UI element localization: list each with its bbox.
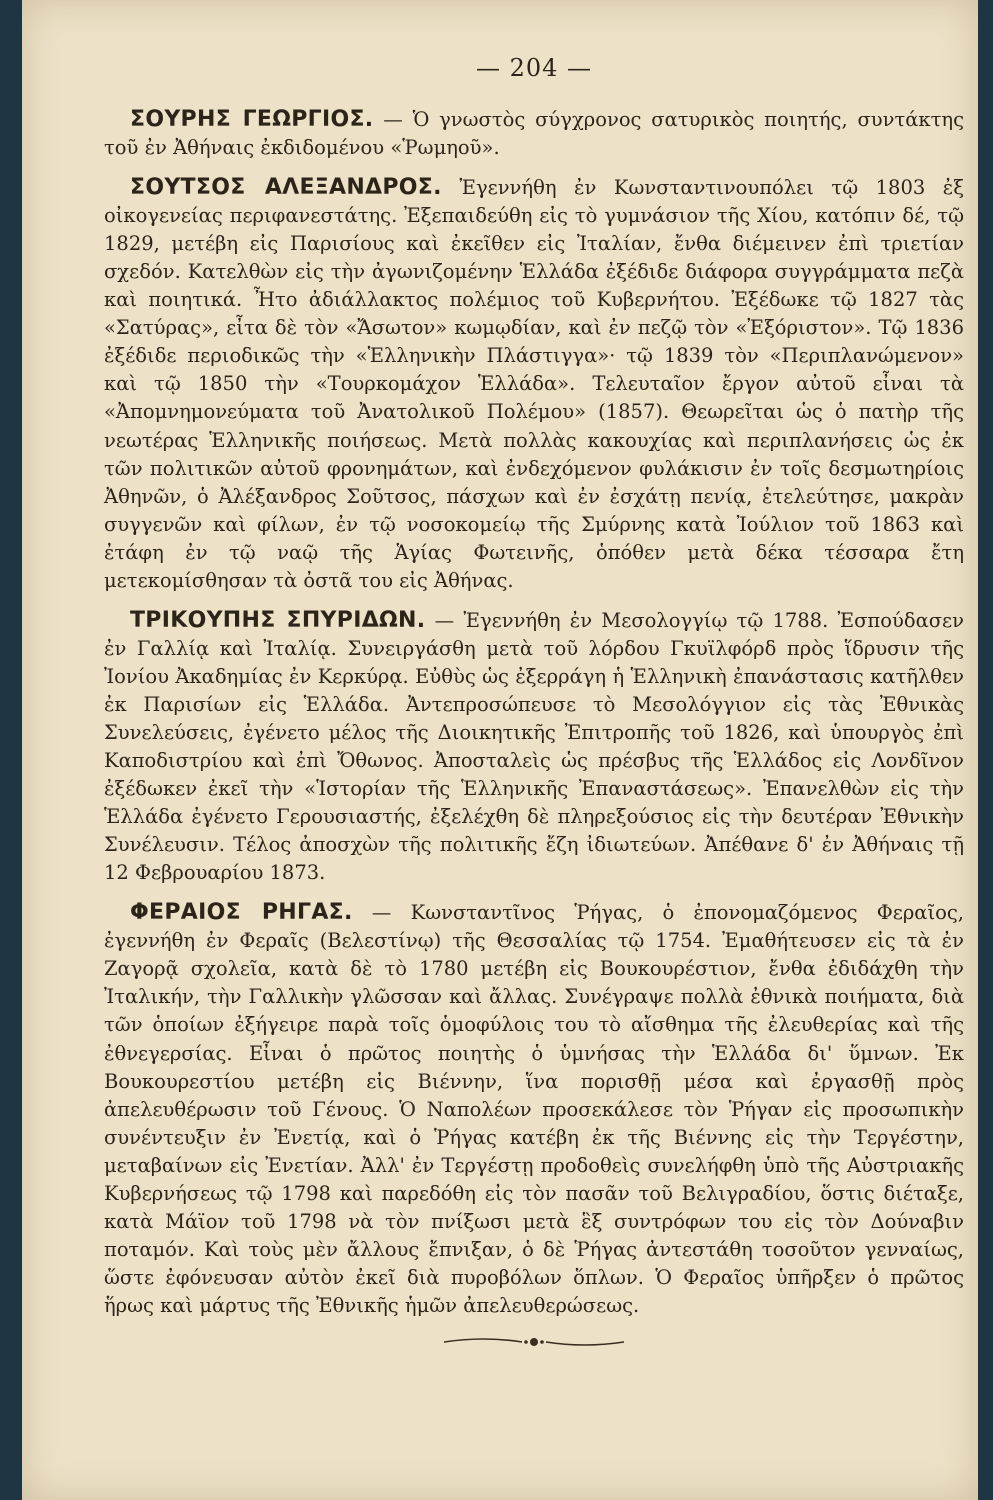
entry-souris [104, 106, 964, 162]
entry-name: ΤΡΙΚΟΥΠΗΣ ΣΠΥΡΙΔΩΝ. [130, 607, 426, 633]
entry-text: Ἐγεννήθη ἐν Κωνσταντινουπόλει τῷ 1803 ἐξ οἰκογενείας περιφανεστάτης. Ἐξεπαιδεύθη εἰς τὸ γυμνάσιον τῆς Χίου, κατόπιν δέ, τῷ 1829, μετέβη εἰς Παρισίους καὶ ἐκεῖθεν εἰς Ἰταλίαν, ἔνθα διέμεινεν ἐπὶ τριετίαν σχεδόν. Κατελθὼν εἰς τὴν ἀγωνιζομένην Ἑλλάδα ἐξέδιδε διάφορα συγγράμματα πεζὰ καὶ ποιητικά. Ἦτο ἀδιάλλακτος πολέμιος τοῦ Κυβερνήτου. Ἐξέδωκε τῷ 1827 τὰς «Σατύρας», εἶτα δὲ τὸν «Ἄσωτον» κωμῳδίαν, καὶ ἐν πεζῷ τὸν «Ἐξόριστον». Τῷ 1836 ἐξέδιδε περιοδικῶς τὴν «Ἑλληνικὴν Πλάστιγγα»· τῷ 1839 τὸν «Περιπλανώμενον» καὶ τῷ 1850 τὴν «Τουρκομάχον Ἑλλάδα». Τελευταῖον ἔργον αὐτοῦ εἶναι τὰ «Ἀπομνημονεύματα τοῦ Ἀνατολικοῦ Πολέμου» (1857). Θεωρεῖται ὡς ὁ πατὴρ τῆς νεωτέρας Ἑλληνικῆς ποιήσεως. Μετὰ πολλὰς κακουχίας καὶ περιπλανήσεις ὡς ἐκ τῶν πολιτικῶν αὐτοῦ φρονημάτων, καὶ ἐνδεχόμενον φυλάκισιν ἐν τοῖς δεσμωτηρίοις Ἀθηνῶν, ὁ Ἀλέξανδρος Σοῦτσος, πάσχων καὶ ἐν ἐσχάτῃ πενίᾳ, ἐτελεύτησε, μακρὰν συγγενῶν καὶ φίλων, ἐν τῷ νοσοκομείῳ τῆς Σμύρνης κατὰ Ἰούλιον τοῦ 1863 καὶ ἐτάφη ἐν τῷ ναῷ τῆς Ἁγίας Φωτεινῆς, ὁπόθεν μετὰ δέκα τέσσαρα ἔτη μετεκομίσθησαν τὰ ὀστᾶ του εἰς Ἀθήνας. [104, 176, 964, 592]
entry-feraios [104, 899, 964, 1320]
entry-text: — Κωνσταντῖνος Ῥήγας, ὁ ἐπονομαζόμενος Φεραῖος, ἐγεννήθη ἐν Φεραῖς (Βελεστίνῳ) τῆς Θεσσαλίας τῷ 1754. Ἐμαθήτευσεν εἰς τὰ ἐν Ζαγορᾷ σχολεῖα, κατὰ δὲ τὸ 1780 μετέβη εἰς Βουκουρέστιον, ἔνθα ἐδιδάχθη τὴν Ἰταλικήν, τὴν Γαλλικὴν γλῶσσαν καὶ ἄλλας. Συνέγραψε πολλὰ ἐθνικὰ ποιήματα, διὰ τῶν ὁποίων ἐξήγειρε παρὰ τοῖς ὁμοφύλοις του τὸ αἴσθημα τῆς ἐλευθερίας καὶ τῆς ἐθνεγερσίας. Εἶναι ὁ πρῶτος ποιητὴς ὁ ὑμνήσας τὴν Ἑλλάδα δι' ὕμνων. Ἐκ Βουκουρεστίου μετέβη εἰς Βιέννην, ἵνα πορισθῇ μέσα καὶ ἐργασθῇ πρὸς ἀπελευθέρωσιν τοῦ Γένους. Ὁ Ναπολέων προσεκάλεσε τὸν Ῥήγαν εἰς προσωπικὴν συνέντευξιν ἐν Ἐνετίᾳ, καὶ ὁ Ῥήγας κατέβη ἐκ τῆς Βιέννης εἰς τὴν Τεργέστην, μεταβαίνων εἰς Ἐνετίαν. Ἀλλ' ἐν Τεργέστῃ προδοθεὶς συνελήφθη ὑπὸ τῆς Αὐστριακῆς Κυβερνήσεως τῷ 1798 καὶ παρεδόθη εἰς τὸν πασᾶν τοῦ Βελιγραδίου, ὅστις διέταξε, κατὰ Μάϊον τοῦ 1798 νὰ τὸν πνίξωσι μετὰ ἓξ συντρόφων του εἰς τὸν Δούναβιν ποταμόν. Καὶ τοὺς μὲν ἄλλους ἔπνιξαν, ὁ δὲ Ῥήγας ἀντεστάθη τοσοῦτον γενναίως, ὥστε ἐφόνευσαν αὐτὸν ἐκεῖ διὰ πυροβόλων ὅπλων. Ὁ Φεραῖος ὑπῆρξεν ὁ πρῶτος ἥρως καὶ μάρτυς τῆς Ἐθνικῆς ἡμῶν ἀπελευθερώσεως. [104, 901, 964, 1317]
entry-name: ΦΕΡΑΙΟΣ ΡΗΓΑΣ. [130, 900, 353, 926]
page-content [104, 52, 964, 1352]
entry-name: ΣΟΥΤΣΟΣ ΑΛΕΞΑΝΔΡΟΣ. [130, 175, 442, 201]
book-page [22, 0, 978, 1500]
entry-text: — Ἐγεννήθη ἐν Μεσολογγίῳ τῷ 1788. Ἐσπούδασεν ἐν Γαλλίᾳ καὶ Ἰταλίᾳ. Συνειργάσθη μετὰ τοῦ λόρδου Γκυϊλφόρδ πρὸς ἵδρυσιν τῆς Ἰονίου Ἀκαδημίας ἐν Κερκύρᾳ. Εὐθὺς ὡς ἐξερράγη ἡ Ἑλληνικὴ ἐπανάστασις κατῆλθεν ἐκ Παρισίων εἰς Ἑλλάδα. Ἀντεπροσώπευσε τὸ Μεσολόγγιον εἰς τὰς Ἐθνικὰς Συνελεύσεις, ἐγένετο μέλος τῆς Διοικητικῆς Ἐπιτροπῆς τοῦ 1826, καὶ ὑπουργὸς ἐπὶ Καποδιστρίου καὶ ἐπὶ Ὄθωνος. Ἀποσταλεὶς ὡς πρέσβυς τῆς Ἑλλάδος εἰς Λονδῖνον ἐξέδωκεν ἐκεῖ τὴν «Ἱστορίαν τῆς Ἑλληνικῆς Ἐπαναστάσεως». Ἐπανελθὼν εἰς τὴν Ἑλλάδα ἐγένετο Γερουσιαστής, ἐξελέχθη δὲ πληρεξούσιος εἰς τὴν δευτέραν Ἐθνικὴν Συνέλευσιν. Τέλος ἀποσχὼν τῆς πολιτικῆς ἔζη ἰδιωτεύων. Ἀπέθανε δ' ἐν Ἀθήναις τῇ 12 Φεβρουαρίου 1873. [104, 608, 965, 885]
entry-trikoupis [104, 607, 964, 887]
entry-soutsos [104, 174, 964, 595]
ornament-separator [434, 1332, 634, 1352]
page-number: — 204 — [475, 54, 593, 82]
entry-text: — Ὁ γνωστὸς σύγχρονος σατυρικὸς ποιητής, συντάκτης τοῦ ἐν Ἀθήναις ἐκδιδομένου «Ῥωμηοῦ». [104, 108, 964, 160]
entry-name: ΣΟΥΡΗΣ ΓΕΩΡΓΙΟΣ. [130, 107, 374, 132]
